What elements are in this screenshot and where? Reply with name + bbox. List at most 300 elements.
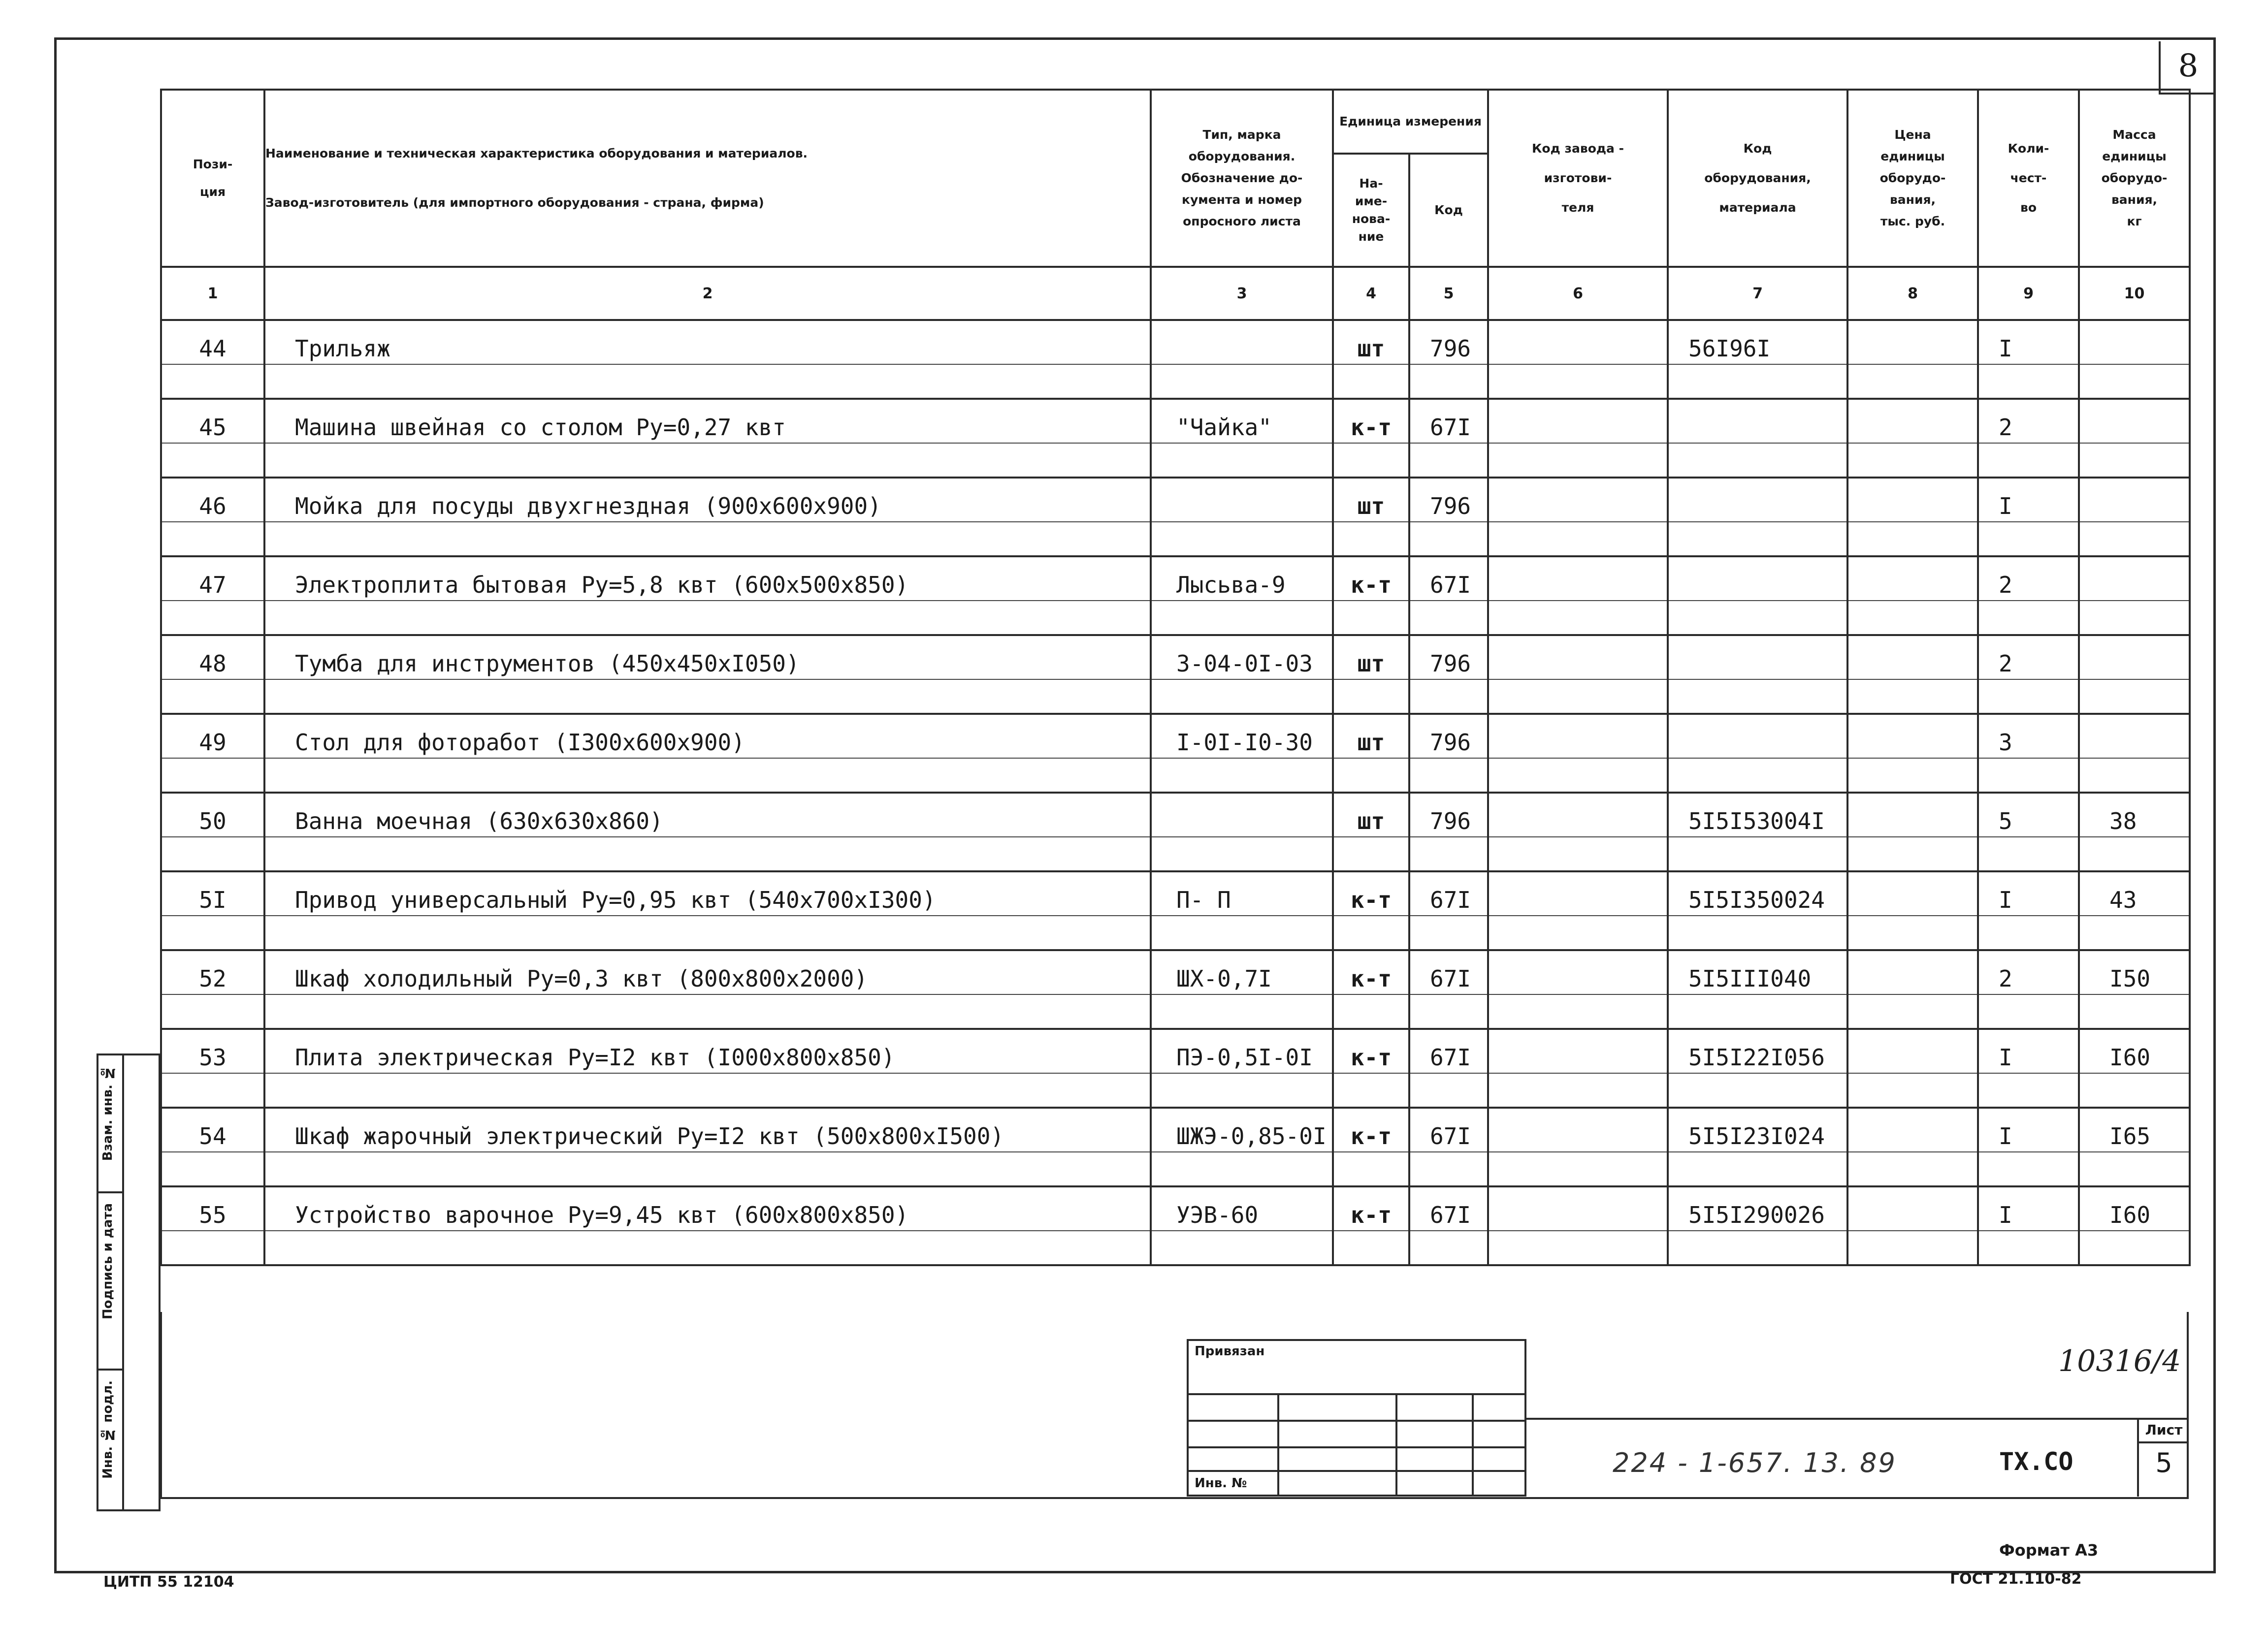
col-number: 9 [1978,267,2079,320]
cell-price [1847,478,1978,522]
header-name: Наименование и техническая характеристика оборудования и материалов. Завод-изготовитель (для импортного оборудования - страна, фирма) [264,90,1151,267]
spacer-cell [1668,679,1847,714]
spacer-cell [1978,679,2079,714]
cell-factory [1488,1186,1668,1231]
cell-factory [1488,320,1668,364]
cell-name: Электроплита бытовая Ру=5,8 квт (600х500х850) [264,556,1151,601]
spacer-cell [1488,837,1668,871]
side-stamp-divider [122,1055,124,1509]
spacer-row [161,916,2190,950]
spacer-cell [1488,1231,1668,1265]
spacer-cell [1333,364,1409,399]
col-number: 2 [264,267,1151,320]
header-unit-group: Единица измерения [1333,90,1488,154]
table-row [161,1029,2190,1073]
privyazan-line [1189,1470,1524,1472]
cell-name: Плита электрическая Ру=I2 квт (I000х800х850) [264,1029,1151,1073]
cell-unit-code: 796 [1409,635,1488,679]
list-label: Лист [2139,1418,2189,1443]
document-code: ТХ.СО [1999,1447,2074,1476]
spacer-cell [1847,601,1978,635]
spacer-cell [1151,1073,1333,1108]
cell-pos: 45 [161,399,264,443]
cell-factory [1488,399,1668,443]
privyazan-line [1189,1393,1524,1395]
cell-pos: 47 [161,556,264,601]
spacer-cell [264,916,1151,950]
privyazan-vline [1395,1395,1397,1495]
header-unit-code: Код [1409,154,1488,267]
table-row [161,714,2190,758]
spacer-cell [264,1073,1151,1108]
spacer-cell [1847,522,1978,556]
privyazan-vline [1277,1395,1279,1495]
spacer-cell [264,522,1151,556]
side-label-podpis: Подпись и дата [100,1203,115,1320]
spacer-cell [1333,522,1409,556]
cell-mass: I50 [2079,950,2190,994]
spacer-row [161,837,2190,871]
cell-unit: к-т [1333,1186,1409,1231]
spacer-cell [1488,601,1668,635]
cell-unit-code: 67I [1409,1108,1488,1152]
spacer-cell [1978,916,2079,950]
cell-name: Мойка для посуды двухгнездная (900х600х900) [264,478,1151,522]
cell-name: Стол для фоторабот (I300х600х900) [264,714,1151,758]
cell-pos: 53 [161,1029,264,1073]
cell-mass [2079,556,2190,601]
spacer-cell [2079,1073,2190,1108]
spacer-cell [2079,601,2190,635]
side-cell-vzam [98,1055,122,1193]
spacer-cell [161,1073,264,1108]
spacer-cell [1409,1073,1488,1108]
spacer-cell [1333,1073,1409,1108]
spacer-cell [1668,443,1847,478]
spacer-cell [1488,1152,1668,1186]
spacer-cell [2079,1152,2190,1186]
spacer-cell [1847,679,1978,714]
spacer-cell [1847,1152,1978,1186]
cell-equip-code: 5I5I53004I [1668,793,1847,837]
cell-unit: к-т [1333,871,1409,916]
cell-doc: 3-04-0I-03 [1151,635,1333,679]
cell-pos: 50 [161,793,264,837]
spacer-cell [1151,679,1333,714]
spacer-cell [1409,522,1488,556]
cell-unit-code: 67I [1409,399,1488,443]
cell-unit: к-т [1333,1108,1409,1152]
cell-price [1847,793,1978,837]
cell-doc: Лысьва-9 [1151,556,1333,601]
spacer-cell [1847,837,1978,871]
cell-equip-code [1668,635,1847,679]
spacer-row [161,1152,2190,1186]
cell-unit-code: 67I [1409,556,1488,601]
spacer-cell [264,679,1151,714]
cell-name: Трильяж [264,320,1151,364]
cell-equip-code: 5I5I22I056 [1668,1029,1847,1073]
cell-pos: 46 [161,478,264,522]
spacer-cell [1978,601,2079,635]
column-number-row [161,267,2190,320]
col-number: 5 [1409,267,1488,320]
cell-pos: 54 [161,1108,264,1152]
cell-pos: 55 [161,1186,264,1231]
privyazan-box [1187,1339,1526,1497]
cell-doc: "Чайка" [1151,399,1333,443]
cell-qty: 5 [1978,793,2079,837]
spacer-cell [1978,522,2079,556]
cell-name: Машина швейная со столом Ру=0,27 квт [264,399,1151,443]
spacer-cell [1333,837,1409,871]
cell-qty: 2 [1978,399,2079,443]
spacer-cell [2079,679,2190,714]
spacer-cell [1333,758,1409,793]
spacer-cell [161,837,264,871]
side-stamp [97,1053,161,1511]
spacer-cell [1668,1231,1847,1265]
spacer-cell [1488,758,1668,793]
cell-mass [2079,320,2190,364]
spacer-cell [1978,1231,2079,1265]
cell-doc: ШХ-0,7I [1151,950,1333,994]
cell-name: Шкаф жарочный электрический Ру=I2 квт (500х800хI500) [264,1108,1151,1152]
spacer-cell [1847,364,1978,399]
cell-unit-code: 67I [1409,1029,1488,1073]
spacer-cell [1978,994,2079,1029]
cell-price [1847,1029,1978,1073]
handwritten-number: 10316/4 [2058,1344,2181,1378]
cell-unit: к-т [1333,950,1409,994]
spacer-cell [1847,1073,1978,1108]
spacer-cell [1409,679,1488,714]
spacer-row [161,994,2190,1029]
cell-doc [1151,478,1333,522]
cell-equip-code: 5I5I350024 [1668,871,1847,916]
spacer-cell [264,1231,1151,1265]
privyazan-vline [1472,1395,1474,1495]
spacer-cell [1151,994,1333,1029]
cell-doc: I-0I-I0-30 [1151,714,1333,758]
cell-qty: 3 [1978,714,2079,758]
spacer-cell [1488,994,1668,1029]
spacer-cell [161,1231,264,1265]
cell-factory [1488,793,1668,837]
cell-factory [1488,714,1668,758]
cell-price [1847,714,1978,758]
table-row [161,1108,2190,1152]
privyazan-line [1189,1420,1524,1422]
cell-mass [2079,635,2190,679]
spacer-cell [1668,994,1847,1029]
cell-unit: шт [1333,320,1409,364]
cell-mass [2079,399,2190,443]
spacer-cell [161,758,264,793]
cell-pos: 48 [161,635,264,679]
cell-price [1847,1186,1978,1231]
cell-mass: I65 [2079,1108,2190,1152]
cell-price [1847,320,1978,364]
spacer-cell [1151,443,1333,478]
cell-unit: шт [1333,793,1409,837]
spacer-cell [1668,758,1847,793]
spacer-row [161,443,2190,478]
cell-doc: УЭВ-60 [1151,1186,1333,1231]
table-row [161,1186,2190,1231]
cell-factory [1488,950,1668,994]
spacer-row [161,758,2190,793]
spacer-cell [1409,916,1488,950]
footer-gost: ГОСТ 21.110-82 [1950,1570,2082,1588]
footer-format: Формат А3 [1999,1541,2099,1560]
spacer-cell [1978,837,2079,871]
cell-factory [1488,1108,1668,1152]
spacer-cell [264,1152,1151,1186]
cell-equip-code: 56I96I [1668,320,1847,364]
col-number: 6 [1488,267,1668,320]
col-number: 7 [1668,267,1847,320]
cell-pos: 44 [161,320,264,364]
spacer-cell [1488,364,1668,399]
spacer-cell [1409,758,1488,793]
spacer-cell [161,601,264,635]
cell-mass: I60 [2079,1029,2190,1073]
spacer-cell [1847,758,1978,793]
spacer-cell [1333,601,1409,635]
spacer-row [161,364,2190,399]
spacer-cell [1409,443,1488,478]
header-factory: Код завода - изготови- теля [1488,90,1668,267]
col-number: 10 [2079,267,2190,320]
footer-left: ЦИТП 55 12104 [103,1573,234,1591]
spacer-cell [1488,679,1668,714]
spacer-cell [1668,601,1847,635]
spacer-cell [2079,364,2190,399]
sheet-corner-mark: 8 [2159,41,2216,95]
spacer-cell [1668,1152,1847,1186]
cell-doc: ШЖЭ-0,85-0I [1151,1108,1333,1152]
spacer-cell [1847,994,1978,1029]
table-body [161,320,2190,1265]
header-row [161,90,2190,154]
side-label-vzam: Взам. инв. № [100,1065,115,1161]
spacer-cell [1333,994,1409,1029]
spacer-cell [1151,1152,1333,1186]
cell-unit-code: 796 [1409,793,1488,837]
table-row [161,793,2190,837]
cell-qty: I [1978,1029,2079,1073]
spacer-cell [1978,758,2079,793]
cell-unit: шт [1333,478,1409,522]
spacer-cell [1488,916,1668,950]
spacer-cell [2079,994,2190,1029]
cell-pos: 52 [161,950,264,994]
spacer-cell [1847,1231,1978,1265]
cell-unit: к-т [1333,1029,1409,1073]
cell-name: Привод универсальный Ру=0,95 квт (540х700хI300) [264,871,1151,916]
cell-unit-code: 67I [1409,1186,1488,1231]
cell-qty: I [1978,320,2079,364]
spacer-cell [1151,916,1333,950]
cell-mass [2079,714,2190,758]
spacer-cell [1409,364,1488,399]
spacer-cell [1488,443,1668,478]
spacer-cell [161,522,264,556]
table-row [161,635,2190,679]
spacer-cell [161,364,264,399]
cell-pos: 49 [161,714,264,758]
cell-unit: шт [1333,635,1409,679]
cell-equip-code: 5I5I23I024 [1668,1108,1847,1152]
cell-unit-code: 796 [1409,714,1488,758]
cell-price [1847,399,1978,443]
spacer-cell [1847,443,1978,478]
privyazan-line [1189,1446,1524,1448]
cell-name: Тумба для инструментов (450х450хI050) [264,635,1151,679]
spacer-cell [1978,1073,2079,1108]
table-row [161,399,2190,443]
cell-factory [1488,1029,1668,1073]
spacer-cell [264,758,1151,793]
cell-factory [1488,635,1668,679]
spacer-cell [161,443,264,478]
spacer-cell [1668,837,1847,871]
cell-price [1847,871,1978,916]
spacer-cell [161,1152,264,1186]
side-cell-inv [98,1371,122,1509]
table-row [161,320,2190,364]
specification-table [160,89,2191,1266]
cell-name: Устройство варочное Ру=9,45 квт (600х800х850) [264,1186,1151,1231]
spacer-cell [1151,1231,1333,1265]
cell-price [1847,635,1978,679]
spacer-row [161,1073,2190,1108]
cell-equip-code: 5I5III040 [1668,950,1847,994]
header-unit-name: На- име- нова- ние [1333,154,1409,267]
spacer-cell [264,601,1151,635]
spacer-cell [1409,994,1488,1029]
cell-equip-code [1668,478,1847,522]
spacer-cell [1409,601,1488,635]
spacer-cell [1978,443,2079,478]
list-box [2137,1418,2189,1497]
inv-no-label: Инв. № [1195,1476,1247,1491]
header-equip: Код оборудования, материала [1668,90,1847,267]
cell-qty: I [1978,478,2079,522]
spacer-cell [264,837,1151,871]
side-label-inv: Инв. № подл. [100,1380,115,1479]
spacer-cell [1978,364,2079,399]
spacer-cell [264,994,1151,1029]
list-value: 5 [2155,1447,2172,1478]
spacer-cell [161,679,264,714]
spacer-cell [1978,1152,2079,1186]
spacer-cell [1488,522,1668,556]
spacer-cell [161,994,264,1029]
spacer-cell [1409,1152,1488,1186]
spacer-cell [1333,1152,1409,1186]
cell-qty: I [1978,1186,2079,1231]
cell-unit-code: 67I [1409,950,1488,994]
spacer-cell [2079,1231,2190,1265]
spacer-cell [2079,522,2190,556]
spacer-cell [1151,758,1333,793]
cell-qty: 2 [1978,635,2079,679]
spacer-cell [2079,837,2190,871]
cell-doc: П- П [1151,871,1333,916]
table-row [161,871,2190,916]
spacer-row [161,679,2190,714]
cell-qty: 2 [1978,556,2079,601]
table-row [161,950,2190,994]
col-number: 1 [161,267,264,320]
cell-qty: 2 [1978,950,2079,994]
cell-unit: шт [1333,714,1409,758]
spacer-cell [1668,1073,1847,1108]
cell-pos: 5I [161,871,264,916]
spacer-cell [1409,1231,1488,1265]
spacer-cell [2079,443,2190,478]
spacer-cell [1668,364,1847,399]
header-doc: Тип, марка оборудования. Обозначение до- кумента и номер опросного листа [1151,90,1333,267]
cell-doc [1151,793,1333,837]
cell-name: Шкаф холодильный Ру=0,3 квт (800х800х2000) [264,950,1151,994]
spacer-cell [2079,758,2190,793]
spacer-cell [1847,916,1978,950]
cell-unit-code: 796 [1409,478,1488,522]
header-qty: Коли- чест- во [1978,90,2079,267]
spacer-row [161,601,2190,635]
spacer-cell [1151,601,1333,635]
cell-factory [1488,871,1668,916]
spacer-cell [1333,443,1409,478]
col-number: 3 [1151,267,1333,320]
table-row [161,478,2190,522]
spacer-cell [1151,364,1333,399]
cell-name: Ванна моечная (630х630х860) [264,793,1151,837]
cell-doc [1151,320,1333,364]
cell-factory [1488,478,1668,522]
spacer-cell [1333,1231,1409,1265]
cell-qty: I [1978,1108,2079,1152]
spacer-row [161,522,2190,556]
spacer-cell [1488,1073,1668,1108]
col-number: 8 [1847,267,1978,320]
spacer-cell [1668,522,1847,556]
header-mass: Масса единицы оборудо- вания, кг [2079,90,2190,267]
cell-unit-code: 796 [1409,320,1488,364]
spacer-cell [161,916,264,950]
cell-mass [2079,478,2190,522]
cell-doc: ПЭ-0,5I-0I [1151,1029,1333,1073]
cell-price [1847,1108,1978,1152]
spacer-cell [264,443,1151,478]
spacer-cell [1333,679,1409,714]
spacer-cell [1409,837,1488,871]
cell-mass: 38 [2079,793,2190,837]
cell-equip-code: 5I5I290026 [1668,1186,1847,1231]
cell-equip-code [1668,399,1847,443]
spacer-cell [264,364,1151,399]
spacer-cell [1151,837,1333,871]
col-number: 4 [1333,267,1409,320]
document-number: 224 - 1-657. 13. 89 [1613,1447,1897,1478]
header-pos: Пози- ция [161,90,264,267]
spacer-cell [1333,916,1409,950]
cell-qty: I [1978,871,2079,916]
cell-price [1847,950,1978,994]
